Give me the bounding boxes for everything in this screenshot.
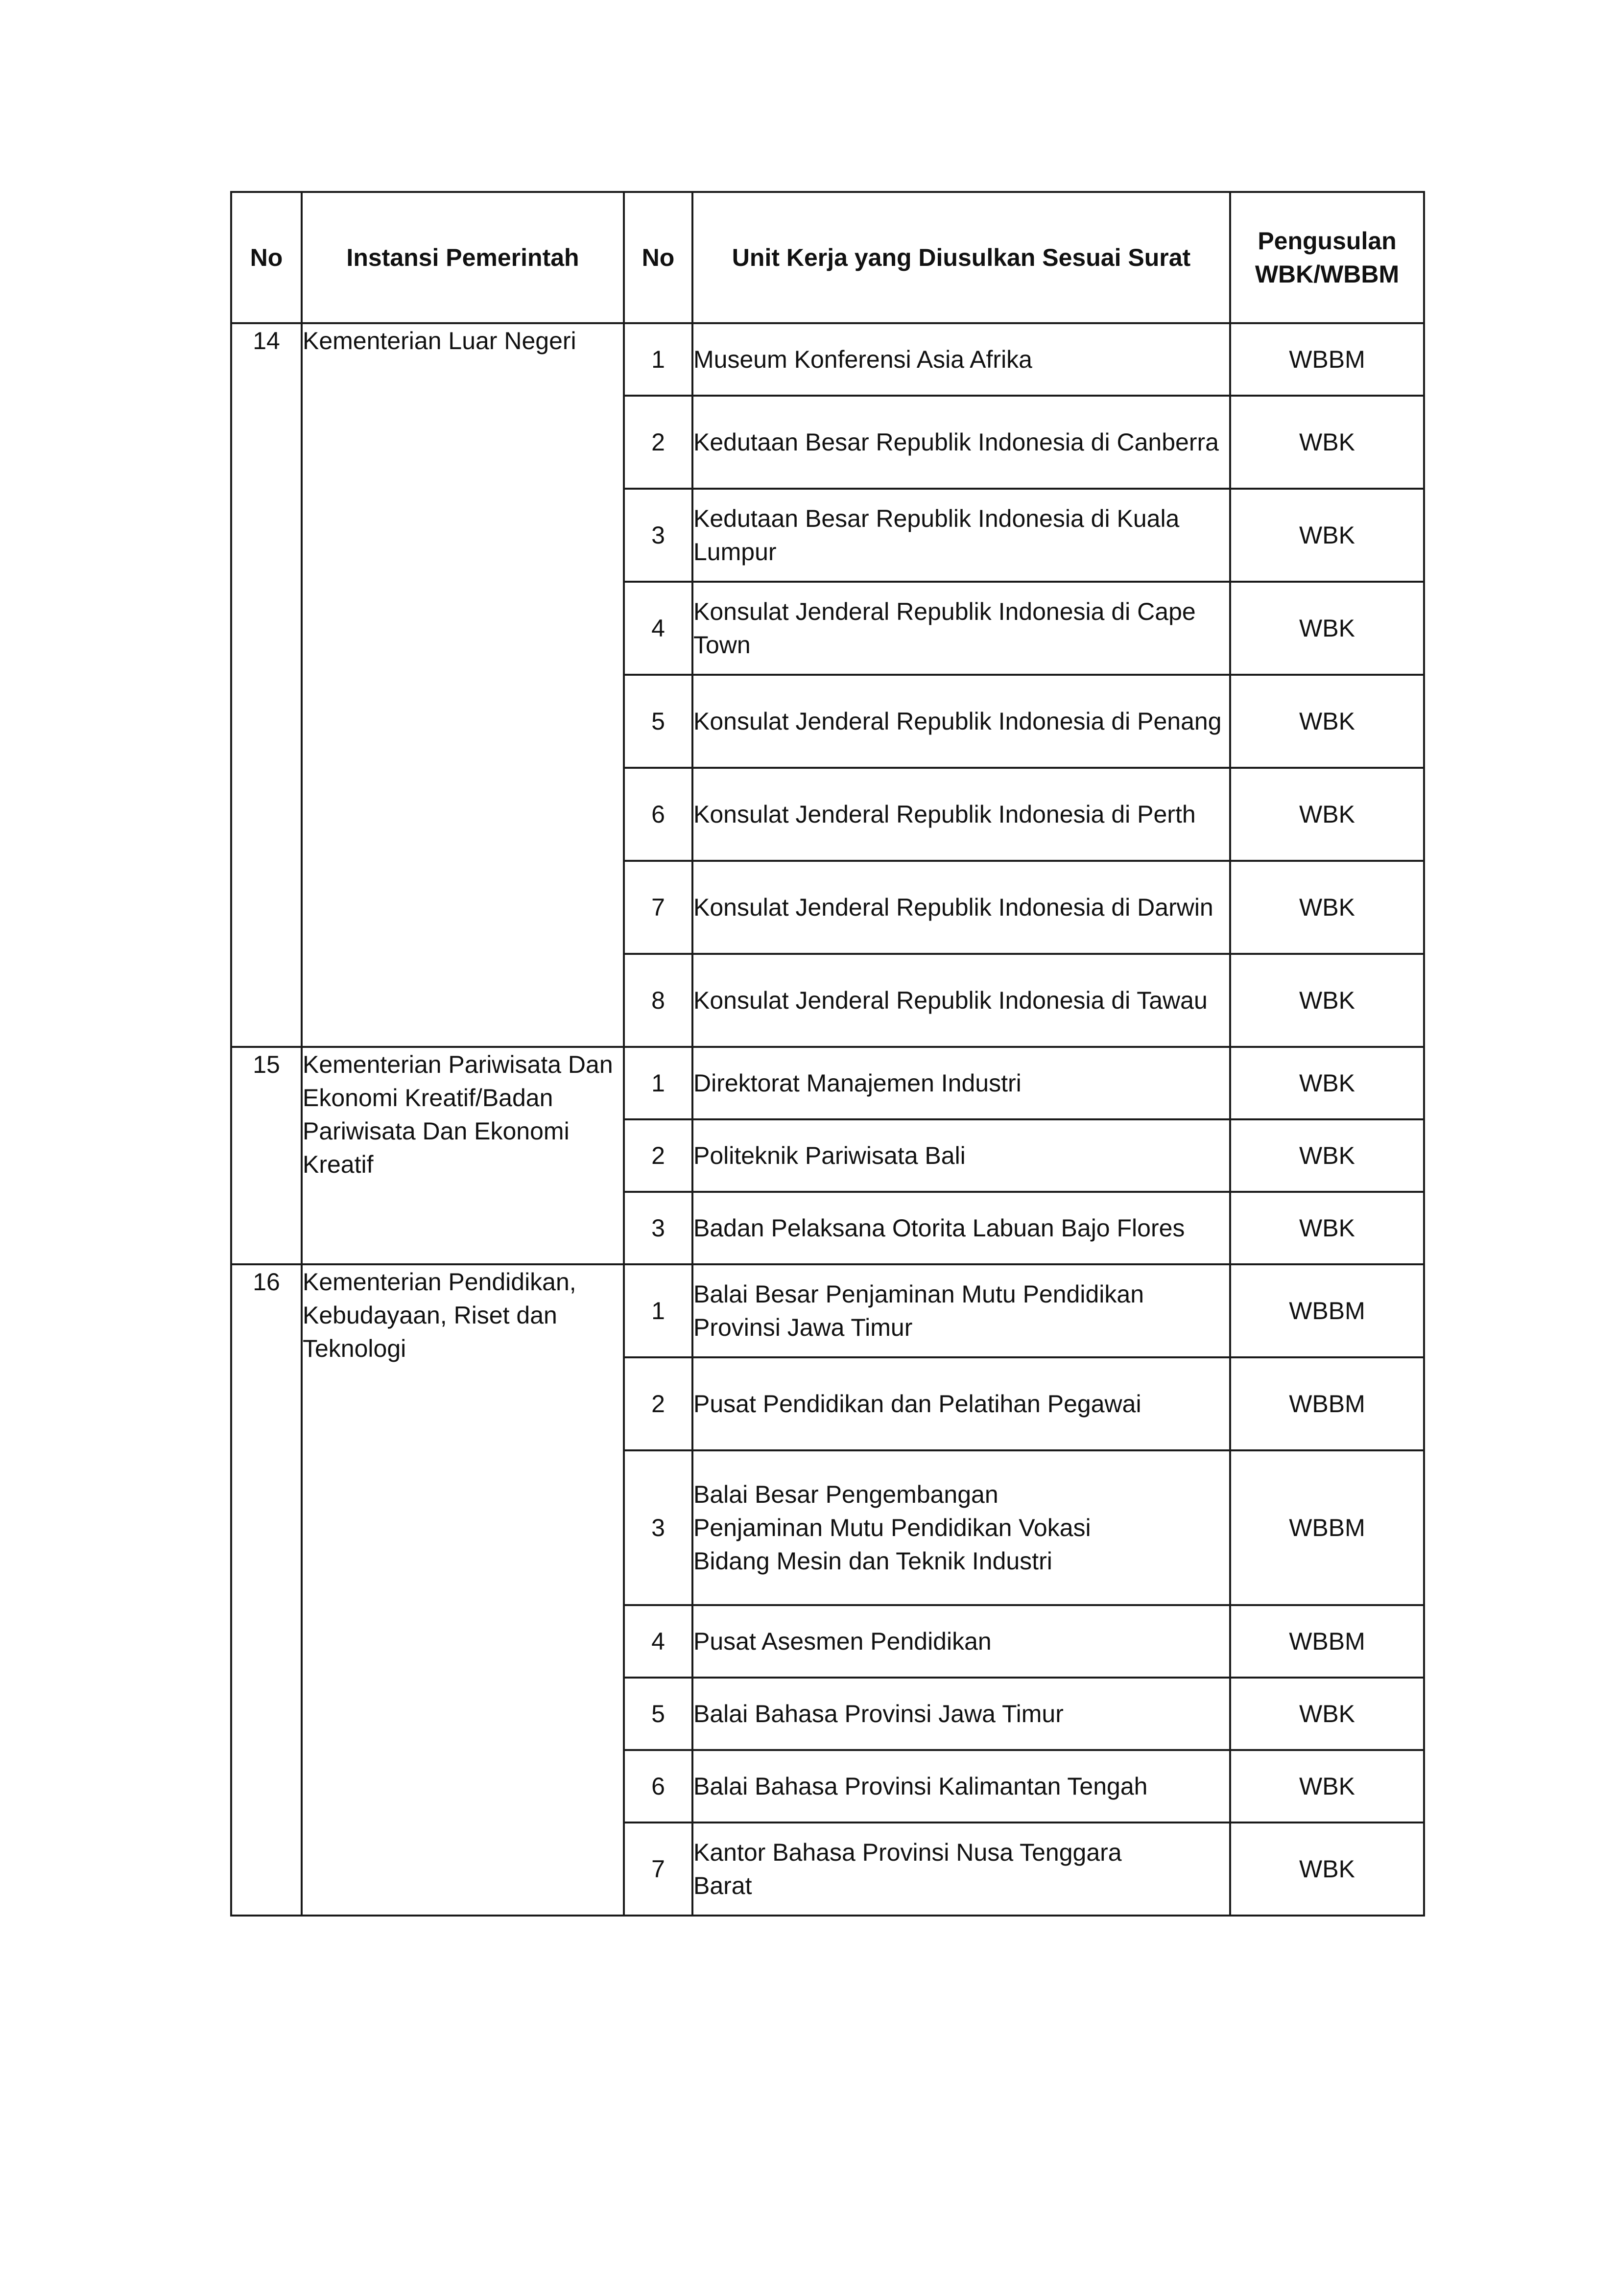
unit-number: 7: [624, 1823, 692, 1916]
proposal-status: WBK: [1230, 1750, 1424, 1823]
unit-name: Balai Bahasa Provinsi Jawa Timur: [692, 1678, 1230, 1750]
unit-name: Konsulat Jenderal Republik Indonesia di Darwin: [692, 861, 1230, 954]
proposal-status: WBK: [1230, 1823, 1424, 1916]
unit-name: Kedutaan Besar Republik Indonesia di Kuala Lumpur: [692, 489, 1230, 582]
proposal-status: WBBM: [1230, 323, 1424, 396]
unit-number: 6: [624, 768, 692, 861]
unit-name: Konsulat Jenderal Republik Indonesia di Penang: [692, 675, 1230, 768]
unit-number: 3: [624, 489, 692, 582]
unit-name: Balai Besar Penjaminan Mutu Pendidikan Provinsi Jawa Timur: [692, 1264, 1230, 1357]
unit-number: 5: [624, 1678, 692, 1750]
unit-number: 2: [624, 1119, 692, 1192]
unit-name: Balai Bahasa Provinsi Kalimantan Tengah: [692, 1750, 1230, 1823]
group-number: 16: [231, 1264, 302, 1916]
unit-number: 4: [624, 582, 692, 675]
header-no: No: [231, 192, 302, 323]
unit-number: 5: [624, 675, 692, 768]
unit-number: 2: [624, 1357, 692, 1450]
unit-name: Kedutaan Besar Republik Indonesia di Canberra: [692, 396, 1230, 489]
header-pengusulan: Pengusulan WBK/WBBM: [1230, 192, 1424, 323]
proposal-status: WBK: [1230, 1678, 1424, 1750]
proposal-status: WBK: [1230, 1119, 1424, 1192]
unit-name: Direktorat Manajemen Industri: [692, 1047, 1230, 1119]
header-unit: Unit Kerja yang Diusulkan Sesuai Surat: [692, 192, 1230, 323]
unit-number: 2: [624, 396, 692, 489]
unit-name: Politeknik Pariwisata Bali: [692, 1119, 1230, 1192]
unit-number: 3: [624, 1192, 692, 1264]
proposal-status: WBBM: [1230, 1264, 1424, 1357]
proposal-status: WBK: [1230, 1047, 1424, 1119]
unit-number: 1: [624, 1047, 692, 1119]
table-row: [231, 1264, 1424, 1357]
unit-name: Balai Besar Pengembangan Penjaminan Mutu Pendidikan Vokasi Bidang Mesin dan Teknik Industri: [692, 1450, 1230, 1605]
unit-number: 6: [624, 1750, 692, 1823]
unit-name: Konsulat Jenderal Republik Indonesia di Perth: [692, 768, 1230, 861]
table-row: [231, 1047, 1424, 1119]
unit-number: 7: [624, 861, 692, 954]
proposal-status: WBBM: [1230, 1357, 1424, 1450]
unit-number: 3: [624, 1450, 692, 1605]
unit-name: Badan Pelaksana Otorita Labuan Bajo Flores: [692, 1192, 1230, 1264]
group-instansi: Kementerian Pendidikan, Kebudayaan, Riset dan Teknologi: [302, 1264, 624, 1916]
unit-name: Kantor Bahasa Provinsi Nusa Tenggara Barat: [692, 1823, 1230, 1916]
unit-name: Pusat Pendidikan dan Pelatihan Pegawai: [692, 1357, 1230, 1450]
proposal-status: WBK: [1230, 675, 1424, 768]
proposal-status: WBBM: [1230, 1450, 1424, 1605]
proposal-table: [230, 191, 1425, 1917]
unit-number: 1: [624, 323, 692, 396]
group-number: 15: [231, 1047, 302, 1264]
proposal-status: WBK: [1230, 768, 1424, 861]
proposal-status: WBK: [1230, 861, 1424, 954]
unit-number: 4: [624, 1605, 692, 1678]
proposal-status: WBK: [1230, 1192, 1424, 1264]
group-number: 14: [231, 323, 302, 1047]
proposal-status: WBK: [1230, 954, 1424, 1047]
group-instansi: Kementerian Pariwisata Dan Ekonomi Kreatif/Badan Pariwisata Dan Ekonomi Kreatif: [302, 1047, 624, 1264]
header-unit-no: No: [624, 192, 692, 323]
proposal-status: WBBM: [1230, 1605, 1424, 1678]
table-row: [231, 323, 1424, 396]
unit-number: 8: [624, 954, 692, 1047]
proposal-status: WBK: [1230, 582, 1424, 675]
unit-name: Konsulat Jenderal Republik Indonesia di Cape Town: [692, 582, 1230, 675]
unit-name: Museum Konferensi Asia Afrika: [692, 323, 1230, 396]
unit-name: Konsulat Jenderal Republik Indonesia di Tawau: [692, 954, 1230, 1047]
proposal-status: WBK: [1230, 396, 1424, 489]
group-instansi: Kementerian Luar Negeri: [302, 323, 624, 1047]
header-instansi: Instansi Pemerintah: [302, 192, 624, 323]
unit-name: Pusat Asesmen Pendidikan: [692, 1605, 1230, 1678]
proposal-status: WBK: [1230, 489, 1424, 582]
header-row: [231, 192, 1424, 323]
unit-number: 1: [624, 1264, 692, 1357]
